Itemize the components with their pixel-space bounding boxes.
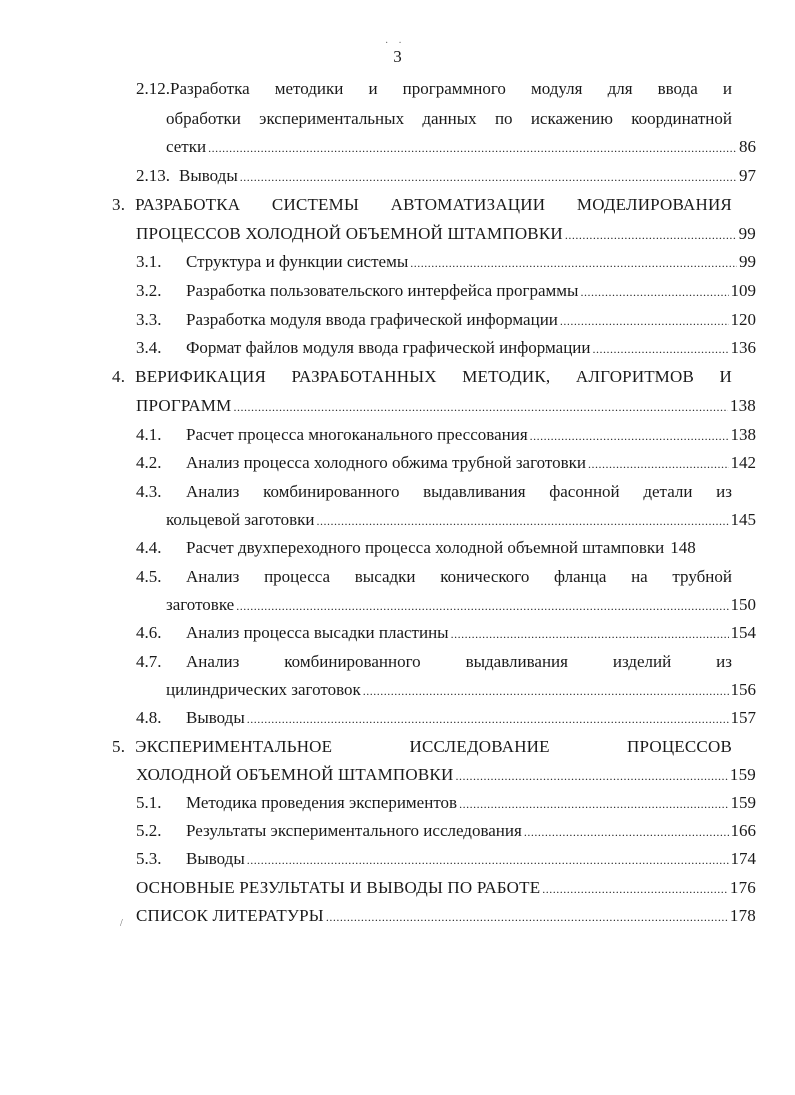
chapter-title-line1: РАЗРАБОТКА СИСТЕМЫ АВТОМАТИЗАЦИИ МОДЕЛИРОВАНИЯ [135, 195, 732, 214]
entry-title: Разработка модуля ввода графической информации [186, 310, 558, 329]
toc-entry-3-3 [136, 309, 756, 331]
entry-number: 4.5. [136, 567, 162, 586]
entry-number: 3.2. [136, 281, 162, 300]
entry-number: 4.8. [136, 708, 162, 727]
entry-title: Результаты экспериментального исследования [186, 821, 522, 840]
entry-page: 138 [729, 396, 756, 415]
entry-page: 176 [729, 878, 756, 897]
leader-dots [451, 623, 729, 645]
entry-number: 5.1. [136, 793, 162, 812]
chapter-number: 3. [112, 195, 126, 214]
toc-entry-2-12-line2 [166, 108, 732, 130]
entry-page: 157 [730, 708, 756, 727]
entry-title: Разработка пользовательского интерфейса программы [186, 281, 579, 300]
toc-chapter-3-line2 [136, 223, 756, 245]
entry-number: 3.1. [136, 252, 162, 271]
chapter-title-line1: ВЕРИФИКАЦИЯ РАЗРАБОТАННЫХ МЕТОДИК, АЛГОРИТМОВ И [135, 367, 732, 386]
toc-entry-2-12-line1 [136, 78, 732, 100]
toc-entry-4-7-line2 [166, 679, 756, 701]
entry-title: СПИСОК ЛИТЕРАТУРЫ [136, 906, 324, 925]
entry-title: Анализ процесса высадки пластины [186, 623, 449, 642]
toc-entry-3-1 [136, 251, 756, 273]
entry-title-line1: Анализ комбинированного выдавливания фасонной детали из [186, 482, 732, 501]
leader-dots [208, 137, 737, 159]
entry-number: 3.4. [136, 338, 162, 357]
leader-dots [233, 396, 727, 418]
leader-dots [580, 281, 728, 303]
leader-dots [363, 680, 729, 702]
entry-page: 136 [730, 338, 756, 357]
entry-page: 99 [738, 224, 756, 243]
leader-dots [236, 595, 728, 617]
entry-number: 4.3. [136, 482, 162, 501]
chapter-number: 5. [112, 737, 126, 756]
entry-number: 4.6. [136, 623, 162, 642]
leader-dots [240, 166, 737, 188]
entry-title-line2: заготовке [166, 595, 235, 614]
entry-number: 4.4. [136, 538, 162, 557]
leader-dots [593, 338, 729, 360]
entry-title-line1: Разработка методики и программного модуля для ввода и [170, 79, 732, 98]
entry-page: 120 [730, 310, 756, 329]
leader-dots [316, 510, 728, 532]
toc-results [136, 877, 756, 899]
entry-page: 148 [670, 538, 696, 557]
entry-page: 154 [730, 623, 756, 642]
toc-entry-3-4 [136, 337, 756, 359]
chapter-title-line2: ХОЛОДНОЙ ОБЪЕМНОЙ ШТАМПОВКИ [136, 765, 454, 784]
entry-number: 5.3. [136, 849, 162, 868]
toc-chapter-3-line1 [112, 194, 732, 216]
leader-dots [542, 878, 728, 900]
chapter-title-line2: ПРОГРАММ [136, 396, 232, 415]
entry-page: 166 [730, 821, 756, 840]
entry-page: 174 [730, 849, 756, 868]
scan-speck: / [120, 918, 123, 929]
toc-chapter-4-line1 [112, 366, 732, 388]
chapter-title-line2: ПРОЦЕССОВ ХОЛОДНОЙ ОБЪЕМНОЙ ШТАМПОВКИ [136, 224, 563, 243]
entry-title-line1: Анализ процесса высадки конического фланца на трубной [186, 567, 732, 586]
entry-title: Анализ процесса холодного обжима трубной заготовки [186, 453, 587, 472]
entry-number: 2.12. [136, 79, 170, 98]
toc-entry-4-5-line2 [166, 594, 756, 616]
leader-dots [455, 765, 727, 787]
entry-number: 4.2. [136, 453, 162, 472]
toc-entry-3-2 [136, 280, 756, 302]
chapter-number: 4. [112, 367, 126, 386]
entry-title-line2: обработки экспериментальных данных по искажению координатной [166, 109, 732, 128]
leader-dots [530, 425, 729, 447]
leader-dots [524, 821, 729, 843]
entry-number: 4.7. [136, 652, 162, 671]
entry-page: 150 [730, 595, 756, 614]
entry-title: ОСНОВНЫЕ РЕЗУЛЬТАТЫ И ВЫВОДЫ ПО РАБОТЕ [136, 878, 541, 897]
leader-dots [560, 310, 729, 332]
entry-page: 159 [729, 765, 756, 784]
leader-dots [247, 708, 729, 730]
entry-title-line1: Анализ комбинированного выдавливания изделий из [186, 652, 732, 671]
entry-title: Структура и функции системы [186, 252, 409, 271]
chapter-title-line1: ЭКСПЕРИМЕНТАЛЬНОЕ ИССЛЕДОВАНИЕ ПРОЦЕССОВ [135, 737, 732, 756]
toc-chapter-5-line1 [112, 736, 732, 758]
entry-page: 97 [739, 166, 756, 185]
toc-literature [136, 905, 756, 927]
toc-chapter-4-line2 [136, 395, 756, 417]
entry-title: Методика проведения экспериментов [186, 793, 458, 812]
entry-page: 138 [730, 425, 756, 444]
entry-page: 109 [730, 281, 756, 300]
leader-dots [588, 453, 728, 475]
entry-page: 156 [730, 680, 756, 699]
entry-page: 159 [730, 793, 756, 812]
toc-entry-4-1 [136, 424, 756, 446]
leader-dots [326, 906, 728, 928]
toc-entry-4-4 [136, 537, 756, 559]
leader-dots [459, 793, 728, 815]
toc-entry-4-8 [136, 707, 756, 729]
entry-title: Расчет процесса многоканального прессования [186, 425, 528, 444]
entry-number: 3.3. [136, 310, 162, 329]
toc-entry-4-5-line1 [136, 566, 732, 588]
toc-entry-4-3-line2 [166, 509, 756, 531]
entry-title: Выводы [186, 849, 245, 868]
entry-page: 145 [730, 510, 756, 529]
leader-dots [247, 849, 729, 871]
entry-page: 99 [739, 252, 756, 271]
entry-number: 2.13. [136, 166, 170, 185]
entry-page: 86 [739, 137, 756, 156]
entry-page: 178 [729, 906, 756, 925]
entry-title: Расчет двухпереходного процесса холодной объемной штамповки [186, 538, 665, 557]
toc-entry-5-1 [136, 792, 756, 814]
entry-number: 4.1. [136, 425, 162, 444]
toc-entry-4-6 [136, 622, 756, 644]
entry-title-line2: кольцевой заготовки [166, 510, 315, 529]
toc-entry-5-3 [136, 848, 756, 870]
leader-dots [410, 252, 737, 274]
leader-dots [565, 224, 737, 246]
toc-entry-4-3-line1 [136, 481, 732, 503]
toc-entry-2-13 [136, 165, 756, 187]
toc-chapter-5-line2 [136, 764, 756, 786]
entry-number: 5.2. [136, 821, 162, 840]
toc-entry-5-2 [136, 820, 756, 842]
page-number: 3 [393, 47, 402, 66]
entry-title-line2: цилиндрических заготовок [166, 680, 361, 699]
scan-speck: · · [385, 38, 402, 49]
entry-title-line3: сетки [166, 137, 207, 156]
entry-title: Выводы [186, 708, 245, 727]
entry-page: 142 [730, 453, 756, 472]
toc-entry-4-2 [136, 452, 756, 474]
toc-entry-2-12-line3 [166, 136, 756, 158]
entry-title: Формат файлов модуля ввода графической информации [186, 338, 591, 357]
toc-entry-4-7-line1 [136, 651, 732, 673]
entry-title: Выводы [179, 166, 238, 185]
